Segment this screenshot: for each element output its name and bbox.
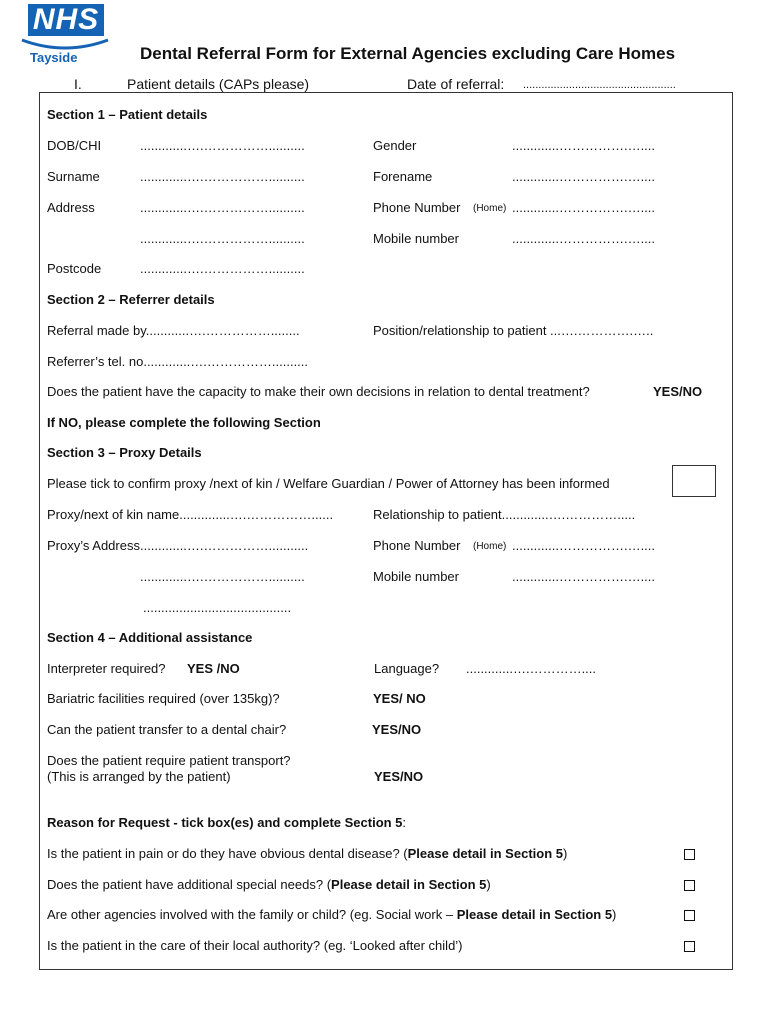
form-title: Dental Referral Form for External Agencies excluding Care Homes [140,44,676,63]
form-box [39,92,733,970]
reason-checkbox-4[interactable] [684,941,695,952]
section3-title: Section 3 – Proxy Details [47,445,202,460]
capacity-yesno[interactable]: YES/NO [653,384,703,399]
reason-item-1 [47,846,567,861]
reason-title-colon: : [402,815,407,830]
mobile-field[interactable]: .............…………….….... [512,231,656,246]
reason-title [47,815,406,830]
forename-field[interactable]: .............…………….….... [512,169,656,184]
bariatric-question: Bariatric facilities required (over 135kg)? [47,691,280,706]
language-field[interactable]: .............….………….... [466,661,597,676]
proxy-phone-field[interactable]: .............…………….….... [512,538,656,553]
address-field-1[interactable]: .............….…………….......... [140,200,305,215]
referral-made-by-field[interactable]: Referral made by............….……………........ [47,323,300,338]
proxy-name-field[interactable]: Proxy/next of kin name..............….……………...... [47,507,334,522]
proxy-phone-home-label: (Home) [473,541,507,552]
relationship-field[interactable]: Relationship to patient.............….…………..... [373,507,636,522]
reason-checkbox-2[interactable] [684,880,695,891]
proxy-phone-label: Phone Number [373,538,461,553]
proxy-address-field-2[interactable]: .............….…………….......... [140,569,305,584]
date-of-referral-field[interactable]: .................................................. [523,79,676,91]
logo-subtitle: Tayside [30,50,78,65]
reason-end: ) [612,907,617,922]
proxy-confirm-text: Please tick to confirm proxy /next of kin / Welfare Guardian / Power of Attorney has been informed [47,476,610,491]
reason-bold: Please detail in Section 5 [407,846,563,861]
transport-question: Does the patient require patient transport? [47,753,291,768]
reason-title-text: Reason for Request - tick box(es) and complete Section 5 [47,815,403,830]
reason-text: Is the patient in pain or do they have obvious dental disease? ( [47,846,408,861]
transport-note: (This is arranged by the patient) [47,769,231,784]
dob-field[interactable]: .............….…………….......... [140,138,305,153]
reason-bold: Please detail in Section 5 [331,877,487,892]
section4-title: Section 4 – Additional assistance [47,630,253,645]
reason-item-2 [47,877,491,892]
reason-item-3 [47,907,616,922]
mobile-label: Mobile number [373,231,459,246]
referrer-tel-field[interactable]: Referrer’s tel. no.............….…………….......... [47,354,309,369]
phone-field[interactable]: .............…………….….... [512,200,656,215]
phone-label: Phone Number [373,200,461,215]
gender-field[interactable]: .............…………….….... [512,138,656,153]
nhs-logo: NHS [28,4,104,36]
proxy-address-field[interactable]: Proxy’s Address.............….……………........... [47,538,309,553]
interpreter-question: Interpreter required? [47,661,166,676]
bariatric-yesno[interactable]: YES/ NO [373,691,426,706]
reason-text: Are other agencies involved with the family or child? (eg. Social work – [47,907,457,922]
phone-home-label: (Home) [473,203,507,214]
reason-text: Does the patient have additional special needs? ( [47,877,332,892]
date-of-referral-label: Date of referral: [407,76,505,92]
reason-text: Is the patient in the care of their local authority? (eg. ‘Looked after child’) [47,938,463,953]
transport-yesno[interactable]: YES/NO [374,769,424,784]
transfer-question: Can the patient transfer to a dental chair? [47,722,287,737]
section2-title: Section 2 – Referrer details [47,292,215,307]
forename-label: Forename [373,169,433,184]
reason-end: ) [562,846,568,861]
language-label: Language? [374,661,440,676]
proxy-mobile-field[interactable]: .............…………….….... [512,569,656,584]
proxy-mobile-label: Mobile number [373,569,459,584]
postcode-field[interactable]: .............….…………….......... [140,261,305,276]
surname-field[interactable]: .............….…………….......... [140,169,305,184]
capacity-question: Does the patient have the capacity to make their own decisions in relation to dental treatment? [47,384,590,399]
header-patient-details: Patient details (CAPs please) [127,76,310,92]
reason-item-4 [47,938,463,953]
gender-label: Gender [373,138,417,153]
address-label: Address [47,200,95,215]
reason-bold: Please detail in Section 5 [456,907,613,922]
postcode-label: Postcode [47,261,102,276]
position-field[interactable]: Position/relationship to patient ...….………….….. [373,323,654,338]
surname-label: Surname [47,169,100,184]
section1-title: Section 1 – Patient details [47,107,208,122]
proxy-address-field-3[interactable]: ......................................... [143,600,292,615]
transfer-yesno[interactable]: YES/NO [372,722,422,737]
proxy-confirm-checkbox[interactable] [672,465,716,497]
if-no-instruction: If NO, please complete the following Section [47,415,321,430]
dob-label: DOB/CHI [47,138,102,153]
reason-end: ) [486,877,491,892]
reason-checkbox-3[interactable] [684,910,695,921]
header-number: I. [74,76,82,92]
reason-checkbox-1[interactable] [684,849,695,860]
address-field-2[interactable]: .............….…………….......... [140,231,305,246]
interpreter-yesno[interactable]: YES /NO [187,661,240,676]
